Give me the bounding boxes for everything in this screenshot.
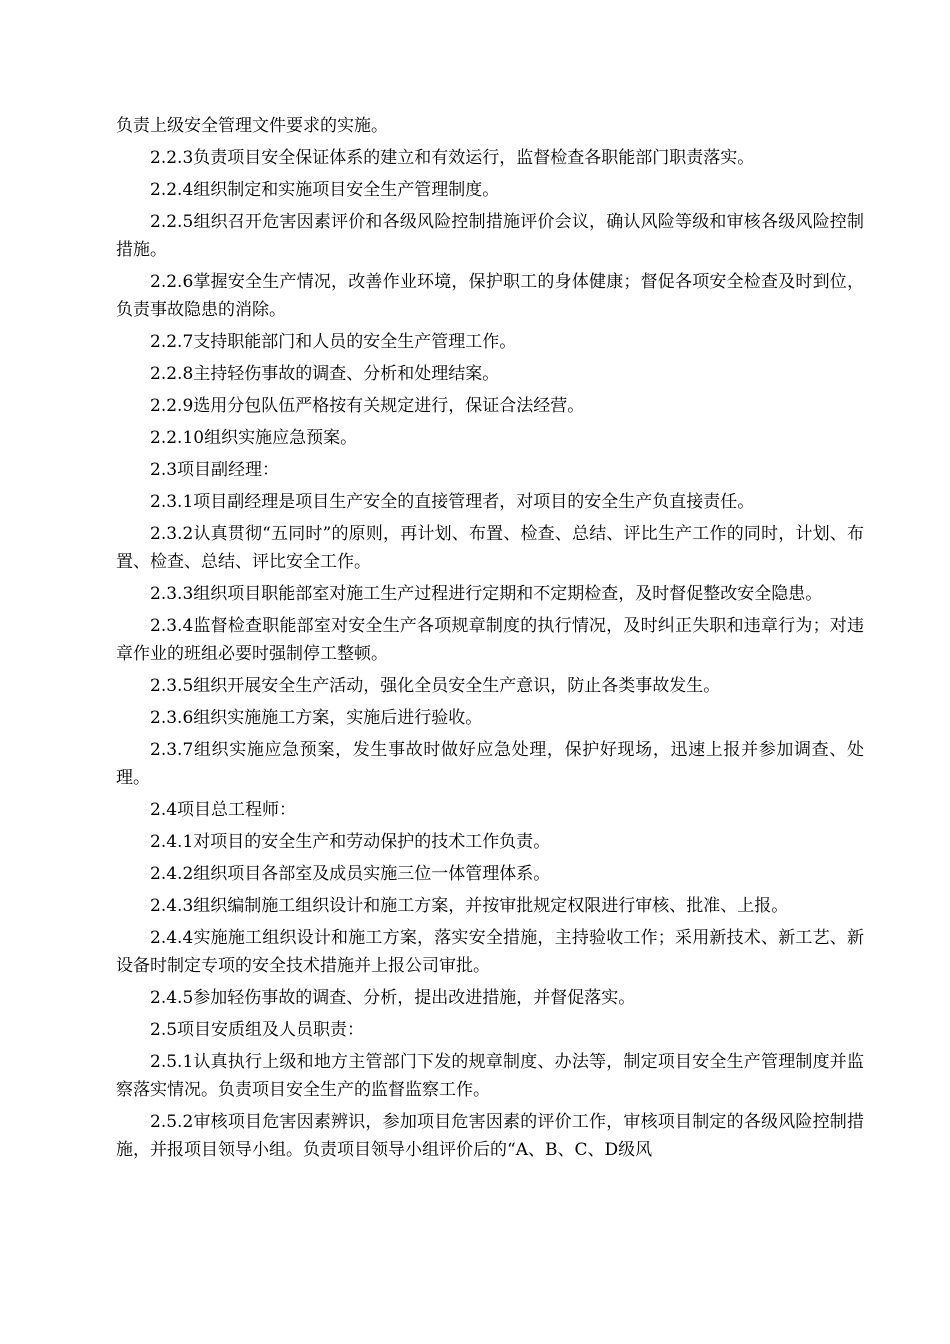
paragraph: 2.3.4监督检查职能部室对安全生产各项规章制度的执行情况，及时纠正失职和违章行为；对违章作业的班组必要时强制停工整顿。 [116, 616, 864, 664]
paragraph: 2.2.4组织制定和实施项目安全生产管理制度。 [150, 180, 500, 200]
paragraph: 2.2.9选用分包队伍严格按有关规定进行，保证合法经营。 [150, 396, 585, 416]
section-heading: 2.3项目副经理： [150, 460, 280, 480]
paragraph: 2.4.3组织编制施工组织设计和施工方案，并按审批规定权限进行审核、批准、上报。 [150, 896, 789, 916]
document-page [116, 112, 864, 1168]
paragraph: 2.4.4实施施工组织设计和施工方案，落实安全措施，主持验收工作；采用新技术、新工艺、新设备时制定专项的安全技术措施并上报公司审批。 [116, 928, 864, 976]
paragraph: 2.2.6掌握安全生产情况，改善作业环境，保护职工的身体健康；督促各项安全检查及时到位，负责事故隐患的消除。 [116, 272, 864, 320]
paragraph: 2.3.2认真贯彻“五同时”的原则，再计划、布置、检查、总结、评比生产工作的同时，计划、布置、检查、总结、评比安全工作。 [116, 524, 864, 572]
section-heading: 2.4项目总工程师： [150, 800, 297, 820]
paragraph: 负责上级安全管理文件要求的实施。 [116, 116, 388, 136]
paragraph: 2.3.1项目副经理是项目生产安全的直接管理者，对项目的安全生产负直接责任。 [150, 492, 755, 512]
paragraph: 2.5.2审核项目危害因素辨识，参加项目危害因素的评价工作，审核项目制定的各级风险控制措施，并报项目领导小组。负责项目领导小组评价后的“A、B、C、D级风 [116, 1112, 864, 1160]
paragraph: 2.3.3组织项目职能部室对施工生产过程进行定期和不定期检查，及时督促整改安全隐患。 [150, 584, 823, 604]
paragraph: 2.3.6组织实施施工方案，实施后进行验收。 [150, 708, 483, 728]
paragraph: 2.5.1认真执行上级和地方主管部门下发的规章制度、办法等，制定项目安全生产管理制度并监察落实情况。负责项目安全生产的监督监察工作。 [116, 1052, 864, 1100]
paragraph: 2.4.2组织项目各部室及成员实施三位一体管理体系。 [150, 864, 551, 884]
paragraph: 2.4.1对项目的安全生产和劳动保护的技术工作负责。 [150, 832, 551, 852]
paragraph: 2.2.7支持职能部门和人员的安全生产管理工作。 [150, 332, 517, 352]
section-heading: 2.5项目安质组及人员职责： [150, 1020, 365, 1040]
paragraph: 2.2.5组织召开危害因素评价和各级风险控制措施评价会议，确认风险等级和审核各级风险控制措施。 [116, 212, 864, 260]
paragraph: 2.3.5组织开展安全生产活动，强化全员安全生产意识，防止各类事故发生。 [150, 676, 721, 696]
paragraph: 2.4.5参加轻伤事故的调查、分析，提出改进措施，并督促落实。 [150, 988, 636, 1008]
paragraph: 2.3.7组织实施应急预案，发生事故时做好应急处理，保护好现场，迅速上报并参加调查、处理。 [116, 740, 864, 788]
paragraph: 2.2.10组织实施应急预案。 [150, 428, 358, 448]
paragraph: 2.2.3负责项目安全保证体系的建立和有效运行，监督检查各职能部门职责落实。 [150, 148, 755, 168]
paragraph: 2.2.8主持轻伤事故的调查、分析和处理结案。 [150, 364, 500, 384]
